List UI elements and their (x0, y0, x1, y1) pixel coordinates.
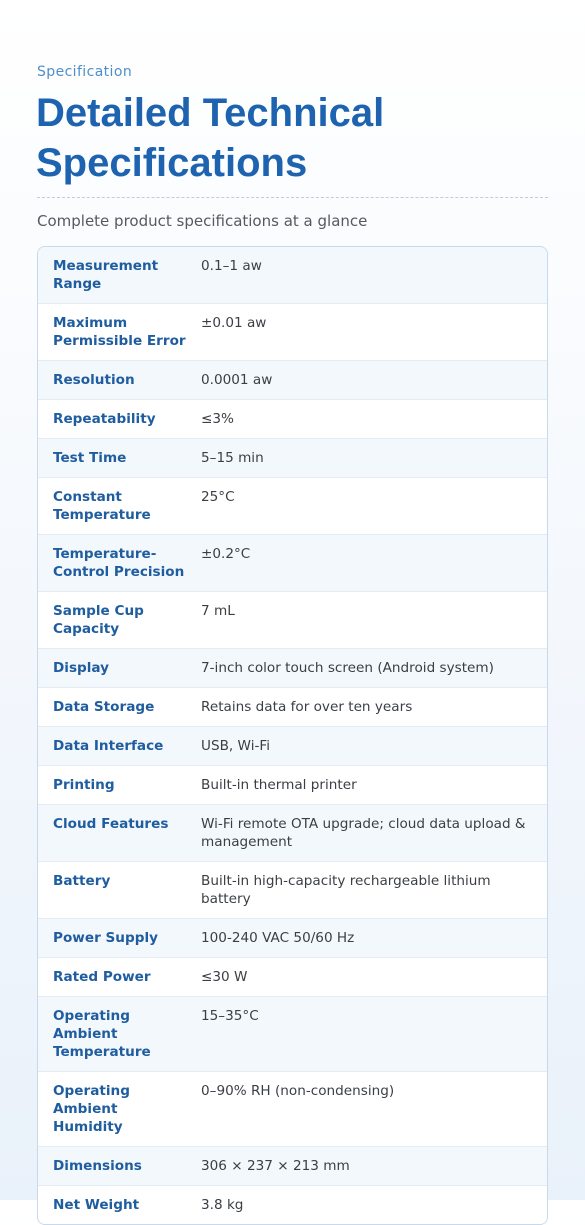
spec-value: 15–35°C (201, 1008, 259, 1024)
spec-row-printing (38, 765, 547, 804)
dashed-divider (37, 197, 548, 198)
spec-value: 306 × 237 × 213 mm (201, 1158, 350, 1174)
spec-label: Constant Temperature (53, 489, 151, 523)
spec-table (37, 246, 548, 1225)
spec-label: Rated Power (53, 969, 151, 985)
spec-row-rated-power (38, 957, 547, 996)
spec-value: 0.0001 aw (201, 372, 273, 388)
spec-value: 0–90% RH (non-condensing) (201, 1083, 395, 1099)
spec-value: Retains data for over ten years (201, 699, 413, 715)
page-title: Detailed Technical Specifications (36, 91, 385, 185)
spec-value: 7 mL (201, 603, 235, 619)
spec-row-constant-temperature (38, 477, 547, 534)
spec-label: Measurement Range (53, 258, 159, 292)
spec-label: Net Weight (53, 1197, 140, 1213)
spec-value: Wi-Fi remote OTA upgrade; cloud data upload & management (201, 816, 526, 850)
spec-label: Repeatability (53, 411, 156, 427)
spec-value: Built-in thermal printer (201, 777, 357, 793)
spec-row-repeatability (38, 399, 547, 438)
spec-value: 7-inch color touch screen (Android system) (201, 660, 494, 676)
spec-label: Operating Ambient Temperature (53, 1008, 151, 1060)
spec-label: Data Interface (53, 738, 164, 754)
spec-value: Built-in high-capacity rechargeable lithium battery (201, 873, 491, 907)
spec-value: ≤3% (201, 411, 234, 427)
spec-row-measurement-range (38, 247, 547, 303)
spec-row-display (38, 648, 547, 687)
spec-label: Resolution (53, 372, 135, 388)
spec-label: Data Storage (53, 699, 155, 715)
spec-row-data-storage (38, 687, 547, 726)
spec-row-cloud-features (38, 804, 547, 861)
spec-row-resolution (38, 360, 547, 399)
page-subtitle: Complete product specifications at a glance (37, 212, 368, 230)
spec-label: Printing (53, 777, 115, 793)
spec-row-power-supply (38, 918, 547, 957)
spec-value: 0.1–1 aw (201, 258, 262, 274)
spec-row-dimensions (38, 1146, 547, 1185)
spec-row-operating-ambient-temperature (38, 996, 547, 1071)
section-eyebrow: Specification (37, 64, 133, 80)
spec-label: Temperature-Control Precision (53, 546, 185, 580)
spec-row-operating-ambient-humidity (38, 1071, 547, 1146)
spec-value: 3.8 kg (201, 1197, 244, 1213)
spec-value: 5–15 min (201, 450, 264, 466)
spec-value: ±0.2°C (201, 546, 251, 562)
spec-value: ≤30 W (201, 969, 248, 985)
spec-label: Operating Ambient Humidity (53, 1083, 130, 1135)
spec-label: Power Supply (53, 930, 158, 946)
spec-value: ±0.01 aw (201, 315, 267, 331)
spec-row-temperature-control-precision (38, 534, 547, 591)
spec-label: Display (53, 660, 110, 676)
spec-label: Maximum Permissible Error (53, 315, 186, 349)
spec-row-sample-cup-capacity (38, 591, 547, 648)
spec-label: Sample Cup Capacity (53, 603, 144, 637)
spec-row-test-time (38, 438, 547, 477)
spec-row-maximum-permissible-error (38, 303, 547, 360)
spec-row-data-interface (38, 726, 547, 765)
spec-value: USB, Wi-Fi (201, 738, 270, 754)
spec-row-net-weight (38, 1185, 547, 1224)
spec-value: 25°C (201, 489, 235, 505)
spec-label: Battery (53, 873, 111, 889)
spec-row-battery (38, 861, 547, 918)
spec-label: Dimensions (53, 1158, 142, 1174)
spec-value: 100-240 VAC 50/60 Hz (201, 930, 355, 946)
spec-label: Cloud Features (53, 816, 169, 832)
spec-label: Test Time (53, 450, 127, 466)
